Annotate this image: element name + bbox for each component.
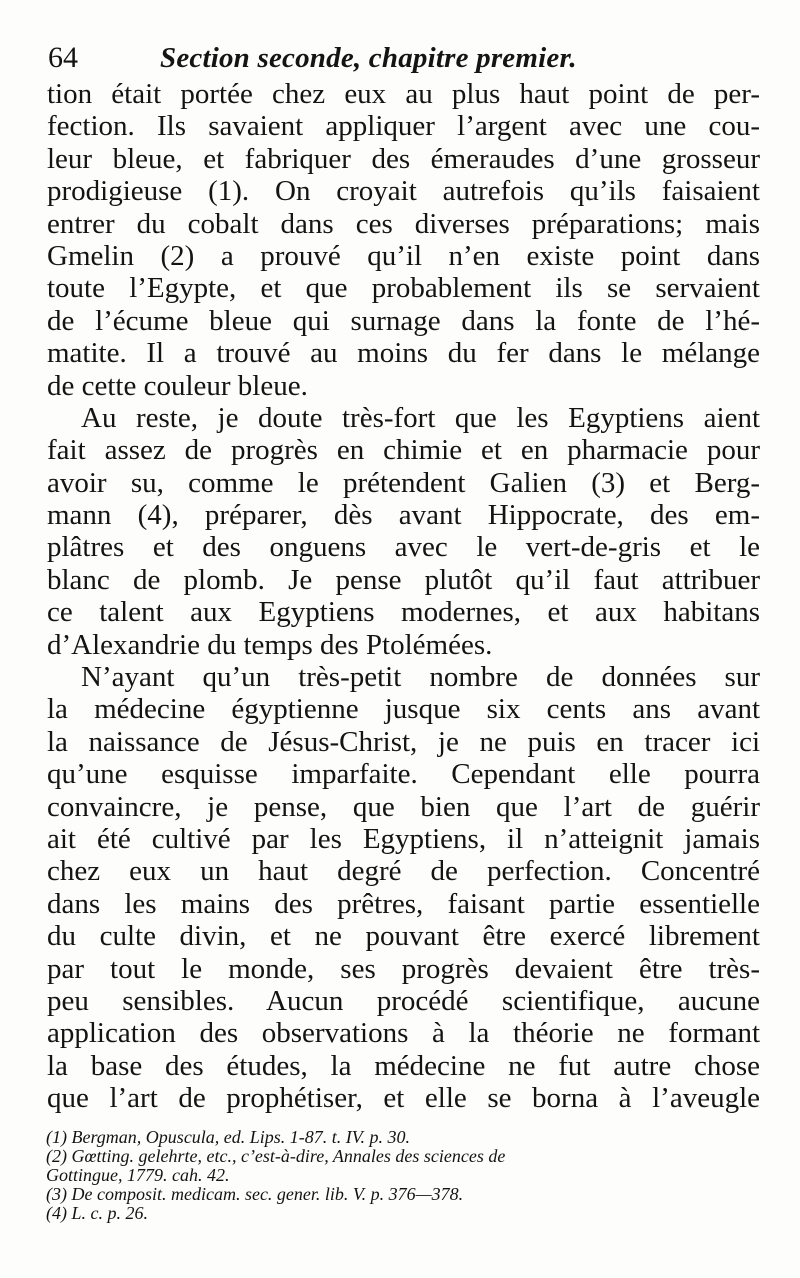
page-header bbox=[48, 38, 748, 78]
text-line: que l’art de prophétiser, et elle se borna à l’aveugle bbox=[47, 1082, 760, 1115]
text-line: mann (4), préparer, dès avant Hippocrate, des em- bbox=[47, 499, 760, 532]
text-line: Gmelin (2) a prouvé qu’il n’en existe point dans bbox=[47, 239, 760, 272]
text-line: application des observations à la théorie ne formant bbox=[47, 1017, 760, 1050]
text-line: la médecine égyptienne jusque six cents ans avant bbox=[47, 693, 760, 726]
text-line: de l’écume bleue qui surnage dans la fonte de l’hé- bbox=[47, 304, 760, 337]
page-number: 64 bbox=[48, 41, 78, 74]
text-line: N’ayant qu’un très-petit nombre de données sur bbox=[81, 661, 760, 694]
text-line: Au reste, je doute très-fort que les Egyptiens aient bbox=[81, 401, 760, 434]
footnote-4: (4) L. c. p. 26. bbox=[46, 1204, 148, 1223]
footnote-2: (2) Gœtting. gelehrte, etc., c’est-à-dire, Annales des sciences de bbox=[46, 1147, 506, 1166]
text-line: qu’une esquisse imparfaite. Cependant elle pourra bbox=[47, 758, 760, 791]
text-line: convaincre, je pense, que bien que l’art de guérir bbox=[47, 790, 760, 823]
body-text bbox=[47, 78, 760, 1115]
text-line: du culte divin, et ne pouvant être exercé librement bbox=[47, 920, 760, 953]
text-line: fection. Ils savaient appliquer l’argent avec une cou- bbox=[47, 110, 760, 143]
text-line: fait assez de progrès en chimie et en pharmacie pour bbox=[47, 434, 760, 467]
text-line: la naissance de Jésus-Christ, je ne puis en tracer ici bbox=[47, 725, 760, 758]
text-line: peu sensibles. Aucun procédé scientifique, aucune bbox=[47, 984, 760, 1017]
text-line: entrer du cobalt dans ces diverses préparations; mais bbox=[47, 207, 760, 240]
text-line: chez eux un haut degré de perfection. Concentré bbox=[47, 855, 760, 888]
text-line: leur bleue, et fabriquer des émeraudes d’une grosseur bbox=[47, 142, 760, 175]
text-line: tion était portée chez eux au plus haut point de per- bbox=[47, 78, 760, 110]
text-line: la base des études, la médecine ne fut autre chose bbox=[47, 1049, 760, 1082]
text-line: blanc de plomb. Je pense plutôt qu’il faut attribuer bbox=[47, 563, 760, 596]
footnote-1: (1) Bergman, Opuscula, ed. Lips. 1-87. t. IV. p. 30. bbox=[46, 1128, 410, 1147]
text-line: ait été cultivé par les Egyptiens, il n’atteignit jamais bbox=[47, 822, 760, 855]
text-line: ce talent aux Egyptiens modernes, et aux habitans bbox=[47, 596, 760, 629]
text-line: de cette couleur bleue. bbox=[47, 369, 308, 402]
text-line: toute l’Egypte, et que probablement ils se servaient bbox=[47, 272, 760, 305]
footnotes bbox=[46, 1128, 766, 1223]
text-line: d’Alexandrie du temps des Ptolémées. bbox=[47, 628, 493, 661]
text-line: par tout le monde, ses progrès devaient être très- bbox=[47, 952, 760, 985]
text-line: dans les mains des prêtres, faisant partie essentielle bbox=[47, 887, 760, 920]
running-head: Section seconde, chapitre premier. bbox=[160, 42, 577, 74]
text-line: prodigieuse (1). On croyait autrefois qu’ils faisaient bbox=[47, 175, 760, 208]
footnote-3: (3) De composit. medicam. sec. gener. lib. V. p. 376—378. bbox=[46, 1185, 464, 1204]
text-line: matite. Il a trouvé au moins du fer dans le mélange bbox=[47, 337, 760, 370]
text-line: avoir su, comme le prétendent Galien (3) et Berg- bbox=[47, 466, 760, 499]
footnote-2-continued: Gottingue, 1779. cah. 42. bbox=[46, 1166, 230, 1185]
text-line: plâtres et des onguens avec le vert-de-gris et le bbox=[47, 531, 760, 564]
